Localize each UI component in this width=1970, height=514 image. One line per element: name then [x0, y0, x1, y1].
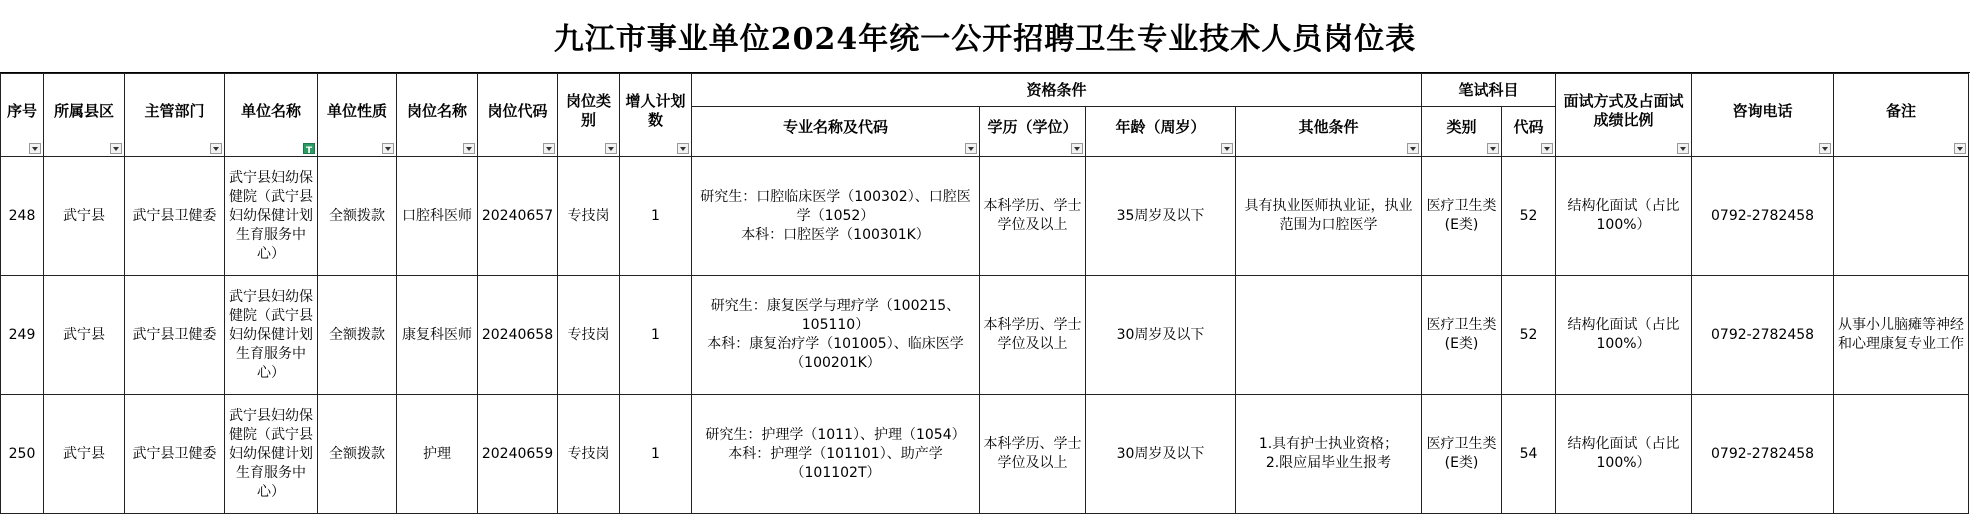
cell-plan[interactable]: 1: [620, 157, 692, 276]
filter-plan-button[interactable]: [677, 143, 689, 154]
cell-remark[interactable]: 从事小儿脑瘫等神经和心理康复专业工作: [1834, 276, 1969, 395]
cell-plan[interactable]: 1: [620, 395, 692, 514]
header-nature: 单位性质: [318, 74, 397, 157]
cell-phone[interactable]: 0792-2782458: [1692, 276, 1834, 395]
cell-interview[interactable]: 结构化面试（占比100%）: [1556, 395, 1692, 514]
cell-phone[interactable]: 0792-2782458: [1692, 157, 1834, 276]
cell-county[interactable]: 武宁县: [44, 157, 125, 276]
cell-interview[interactable]: 结构化面试（占比100%）: [1556, 157, 1692, 276]
filter-exam-code-button[interactable]: [1541, 143, 1553, 154]
filter-unit-active-button[interactable]: [303, 143, 315, 154]
cell-age[interactable]: 30周岁及以下: [1086, 276, 1236, 395]
cell-category[interactable]: 专技岗: [558, 276, 620, 395]
header-exam: 笔试科目: [1422, 74, 1556, 107]
header-education: 学历（学位）: [980, 107, 1086, 157]
cell-major[interactable]: 研究生：口腔临床医学（100302）、口腔医学（1052） 本科：口腔医学（100301K）: [692, 157, 980, 276]
cell-dept[interactable]: 武宁县卫健委: [125, 395, 225, 514]
cell-category[interactable]: 专技岗: [558, 395, 620, 514]
filter-other-button[interactable]: [1407, 143, 1419, 154]
cell-post[interactable]: 口腔科医师: [397, 157, 478, 276]
header-county: 所属县区: [44, 74, 125, 157]
cell-major[interactable]: 研究生：护理学（1011）、护理（1054） 本科：护理学（101101）、助产学（101102T）: [692, 395, 980, 514]
cell-county[interactable]: 武宁县: [44, 395, 125, 514]
header-phone: 咨询电话: [1692, 74, 1834, 157]
filter-interview-button[interactable]: [1677, 143, 1689, 154]
cell-exam-type[interactable]: 医疗卫生类(E类): [1422, 276, 1502, 395]
filter-post-button[interactable]: [463, 143, 475, 154]
filter-remark-button[interactable]: [1954, 143, 1966, 154]
filter-category-button[interactable]: [605, 143, 617, 154]
cell-nature[interactable]: 全额拨款: [318, 157, 397, 276]
cell-exam-code[interactable]: 54: [1502, 395, 1556, 514]
cell-dept[interactable]: 武宁县卫健委: [125, 157, 225, 276]
header-exam-type: 类别: [1422, 107, 1502, 157]
cell-post[interactable]: 护理: [397, 395, 478, 514]
header-unit: 单位名称 T: [225, 74, 318, 157]
cell-age[interactable]: 30周岁及以下: [1086, 395, 1236, 514]
cell-exam-code[interactable]: 52: [1502, 276, 1556, 395]
filter-county-button[interactable]: [110, 143, 122, 154]
sheet-title: 九江市事业单位2024年统一公开招聘卫生专业技术人员岗位表: [0, 0, 1970, 73]
filter-exam-type-button[interactable]: [1487, 143, 1499, 154]
cell-nature[interactable]: 全额拨款: [318, 395, 397, 514]
cell-seq[interactable]: 249: [1, 276, 44, 395]
cell-post[interactable]: 康复科医师: [397, 276, 478, 395]
cell-code[interactable]: 20240657: [478, 157, 558, 276]
table-row: [1, 276, 1969, 395]
cell-phone[interactable]: 0792-2782458: [1692, 395, 1834, 514]
cell-nature[interactable]: 全额拨款: [318, 276, 397, 395]
header-post: 岗位名称: [397, 74, 478, 157]
cell-age[interactable]: 35周岁及以下: [1086, 157, 1236, 276]
cell-education[interactable]: 本科学历、学士学位及以上: [980, 157, 1086, 276]
filter-seq-button[interactable]: [29, 143, 41, 154]
header-plan: 增人计划数: [620, 74, 692, 157]
positions-table: [0, 73, 1969, 514]
cell-exam-type[interactable]: 医疗卫生类(E类): [1422, 157, 1502, 276]
header-code: 岗位代码: [478, 74, 558, 157]
cell-exam-code[interactable]: 52: [1502, 157, 1556, 276]
filter-dept-button[interactable]: [210, 143, 222, 154]
filter-phone-button[interactable]: [1819, 143, 1831, 154]
cell-other[interactable]: 1.具有护士执业资格； 2.限应届毕业生报考: [1236, 395, 1422, 514]
cell-code[interactable]: 20240658: [478, 276, 558, 395]
filter-code-button[interactable]: [543, 143, 555, 154]
header-age: 年龄（周岁）: [1086, 107, 1236, 157]
cell-category[interactable]: 专技岗: [558, 157, 620, 276]
cell-code[interactable]: 20240659: [478, 395, 558, 514]
filter-education-button[interactable]: [1071, 143, 1083, 154]
table-row: [1, 395, 1969, 514]
cell-unit[interactable]: 武宁县妇幼保健院（武宁县妇幼保健计划生育服务中心）: [225, 157, 318, 276]
cell-unit[interactable]: 武宁县妇幼保健院（武宁县妇幼保健计划生育服务中心）: [225, 395, 318, 514]
cell-education[interactable]: 本科学历、学士学位及以上: [980, 276, 1086, 395]
header-category: 岗位类别: [558, 74, 620, 157]
cell-unit[interactable]: 武宁县妇幼保健院（武宁县妇幼保健计划生育服务中心）: [225, 276, 318, 395]
header-seq: 序号: [1, 74, 44, 157]
cell-interview[interactable]: 结构化面试（占比100%）: [1556, 276, 1692, 395]
cell-plan[interactable]: 1: [620, 276, 692, 395]
cell-exam-type[interactable]: 医疗卫生类(E类): [1422, 395, 1502, 514]
header-remark: 备注: [1834, 74, 1969, 157]
header-interview: 面试方式及占面试成绩比例: [1556, 74, 1692, 157]
cell-seq[interactable]: 248: [1, 157, 44, 276]
header-exam-code: 代码: [1502, 107, 1556, 157]
filter-major-button[interactable]: [965, 143, 977, 154]
filter-age-button[interactable]: [1221, 143, 1233, 154]
cell-other[interactable]: 具有执业医师执业证，执业范围为口腔医学: [1236, 157, 1422, 276]
header-other: 其他条件: [1236, 107, 1422, 157]
cell-seq[interactable]: 250: [1, 395, 44, 514]
cell-major[interactable]: 研究生：康复医学与理疗学（100215、105110） 本科：康复治疗学（101005）、临床医学（100201K）: [692, 276, 980, 395]
filter-nature-button[interactable]: [382, 143, 394, 154]
cell-county[interactable]: 武宁县: [44, 276, 125, 395]
cell-dept[interactable]: 武宁县卫健委: [125, 276, 225, 395]
cell-remark[interactable]: [1834, 157, 1969, 276]
cell-education[interactable]: 本科学历、学士学位及以上: [980, 395, 1086, 514]
cell-remark[interactable]: [1834, 395, 1969, 514]
table-row: [1, 157, 1969, 276]
header-major: 专业名称及代码: [692, 107, 980, 157]
cell-other[interactable]: [1236, 276, 1422, 395]
header-dept: 主管部门: [125, 74, 225, 157]
header-qualification: 资格条件: [692, 74, 1422, 107]
